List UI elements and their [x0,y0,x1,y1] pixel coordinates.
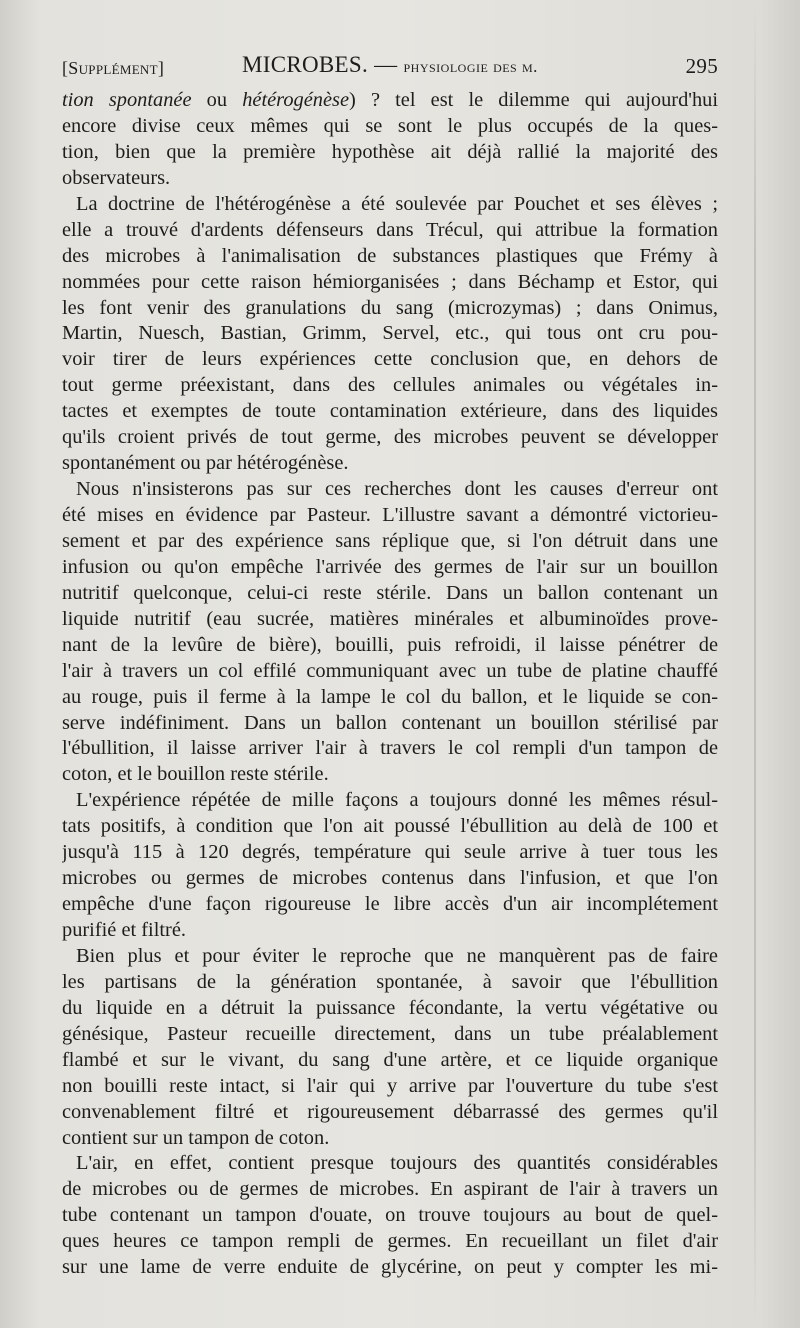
text-line: coton, et le bouillon reste stérile. [62,763,329,786]
italic-phrase: tion spontanée [62,89,192,111]
text-line: qu'ils croient privés de tout germe, des microbes peuvent se développer [62,426,718,449]
text-line: des microbes à l'animalisation de substances plastiques que Frémy à [62,244,718,267]
text-line: tout germe préexistant, dans des cellules animales ou végétales in- [62,374,718,397]
header-section-label: [Supplément] [62,58,165,78]
text-line: Martin, Nuesch, Bastian, Grimm, Servel, etc., qui tous ont cru pou- [62,322,718,345]
text-line: été mises en évidence par Pasteur. L'illustre savant a démontré victorieu- [62,504,718,526]
text-line [62,88,718,114]
text-line: tactes et exemptes de toute contamination extérieure, dans des liquides [62,400,718,423]
text-line: sur une lame de verre enduite de glycérine, on peut y compter les mi- [62,1256,718,1279]
text-line: contient sur un tampon de coton. [62,1126,330,1149]
text-line: L'expérience répétée de mille façons a toujours donné les mêmes résul- [76,789,718,812]
text-line: convenablement filtré et rigoureusement débarrassé des germes qu'il [62,1100,718,1123]
italic-phrase: hétérogénèse [242,89,350,111]
text-line: encore divise ceux mêmes qui se sont le plus occupés de la ques- [62,114,718,137]
header-title [242,52,538,78]
text-fragment: ou [191,89,243,111]
header-title-main: MICROBES. [242,52,369,77]
text-line: infusion ou qu'on empêche l'arrivée des germes de l'air sur un bouillon [62,555,718,578]
text-line: purifié et filtré. [62,919,186,941]
text-line: non bouilli reste intact, si l'air qui y arrive par l'ouverture du tube s'est [62,1074,718,1097]
text-line: flambé et sur le vivant, du sang d'une artère, et ce liquide organique [62,1048,718,1071]
header-subtitle: physiologie des m. [403,57,538,76]
text-line: nutritif quelconque, celui-ci reste stérile. Dans un ballon contenant un [62,581,718,604]
text-line: empêche d'une façon rigoureuse le libre accès d'un air incomplétement [62,893,718,916]
text-line: génésique, Pasteur recueille directement, dans un tube préalablement [62,1022,718,1045]
text-line: serve indéfiniment. Dans un ballon contenant un bouillon stérilisé par [62,711,718,734]
text-line: voir tirer de leurs expériences cette conclusion que, en dehors de [62,348,718,371]
text-line: Nous n'insisterons pas sur ces recherches dont les causes d'erreur ont [76,478,718,501]
text-line: elle a trouvé d'ardents défenseurs dans Trécul, qui attribue la formation [62,218,718,241]
page-number: 295 [685,54,718,78]
text-line: spontanément ou par hétérogénèse. [62,452,349,475]
text-line: microbes ou germes de microbes contenus dans l'infusion, et que l'on [62,867,718,890]
text-line: nommées pour cette raison hémiorganisées ; dans Béchamp et Estor, qui [62,270,718,293]
text-line: sement et par des expérience sans réplique que, si l'on détruit dans une [62,529,718,552]
text-line: l'air à travers un col effilé communiquant avec un tube de platine chauffé [62,659,718,682]
text-line: liquide nutritif (eau sucrée, matières minérales et albuminoïdes prove- [62,607,718,630]
text-fragment: ) ? tel est le dilemme qui aujourd'hui [349,89,718,111]
text-line: tion, bien que la première hypothèse ait déjà rallié la majorité des [62,140,718,163]
text-line: L'air, en effet, contient presque toujours des quantités considérables [76,1152,718,1175]
header-dash: — [374,52,398,77]
text-line: ques heures ce tampon rempli de germes. En recueillant un filet d'air [62,1230,718,1253]
text-line: observateurs. [62,166,171,189]
text-line: les font venir des granulations du sang (microzymas) ; dans Onimus, [62,296,718,319]
text-line: de microbes ou de germes de microbes. En aspirant de l'air à travers un [62,1178,718,1201]
text-line: jusqu'à 115 à 120 degrés, température qui seule arrive à tuer tous les [62,841,718,864]
page-edge-shadow [754,0,756,1328]
text-line: tube contenant un tampon d'ouate, on trouve toujours au bout de quel- [62,1204,718,1227]
body-text [62,88,718,1281]
text-line: au rouge, puis il ferme à la lampe le col du ballon, et le liquide se con- [62,685,718,708]
text-line: Bien plus et pour éviter le reproche que ne manquèrent pas de faire [76,944,718,967]
text-line: l'ébullition, il laisse arriver l'air à travers le col rempli d'un tampon de [62,737,718,760]
running-header [62,52,718,86]
text-line: tats positifs, à condition que l'on ait poussé l'ébullition au delà de 100 et [62,815,718,838]
text-line: du liquide en a détruit la puissance fécondante, la vertu végétative ou [62,996,718,1019]
text-line: La doctrine de l'hétérogénèse a été soulevée par Pouchet et ses élèves ; [76,192,718,215]
text-line: nant de la levûre de bière), bouilli, puis refroidi, il laisse pénétrer de [62,633,718,656]
text-line: les partisans de la génération spontanée, à savoir que l'ébullition [62,970,718,993]
